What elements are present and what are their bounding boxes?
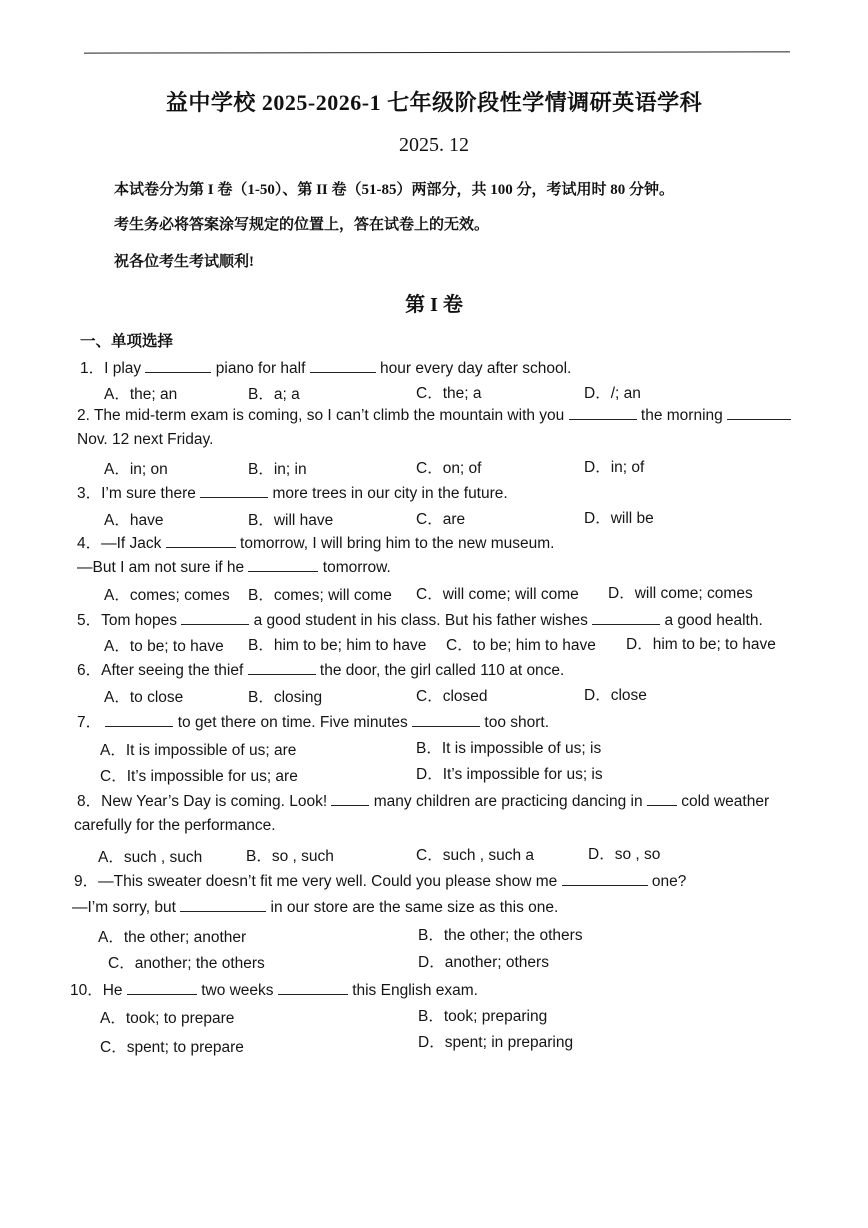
top-rule [84,51,790,53]
option: C．the; a [416,385,482,402]
instruction-1: 本试卷分为第 I 卷（1-50）、第 II 卷（51-85）两部分，共 100 分，考试用时 80 分钟。 [114,182,675,198]
answer-blank [412,712,480,727]
answer-blank [200,483,268,498]
option: A．the other; another [98,929,247,946]
question-9: 9．—This sweater doesn’t fit me very well. Could you please show me one? [74,873,687,890]
option: B．It is impossible of us; is [416,740,602,757]
option: C．to be; him to have [446,637,596,654]
option: B．will have [248,512,334,529]
option: B．in; in [248,461,307,478]
exam-title: 益中学校 2025-2026-1 七年级阶段性学情调研英语学科 [165,90,703,115]
answer-blank [181,610,249,625]
option: A．in; on [104,461,168,478]
option: C．are [416,511,466,528]
option: D．/; an [584,385,641,402]
answer-blank [727,405,791,420]
option: D．so , so [588,846,661,863]
answer-blank [278,980,348,995]
instruction-2: 考生务必将答案涂写规定的位置上，答在试卷上的无效。 [114,217,490,233]
part-heading: 第 I 卷 [405,294,463,316]
option: B．so , such [246,848,334,865]
option: B．him to be; him to have [248,637,427,654]
answer-blank [248,660,316,675]
question-7: 7． to get there on time. Five minutes too short. [77,714,550,731]
option: B．took; preparing [418,1008,548,1025]
option: C．will come; will come [416,586,579,603]
option: C．closed [416,688,488,705]
option: A．It is impossible of us; are [100,742,297,759]
section-heading: 一、单项选择 [80,333,174,350]
option: A．to close [104,689,184,706]
option: A．have [104,512,164,529]
option: D．close [584,687,647,704]
option: D．will be [584,510,654,527]
answer-blank [145,358,211,373]
question-2: 2. The mid-term exam is coming, so I can’t climb the mountain with you the morning [77,405,791,425]
option: B．a; a [248,386,300,403]
question-4-reply: —But I am not sure if he tomorrow. [77,559,391,576]
question-10: 10．He two weeks this English exam. [70,982,478,999]
option: A．such , such [98,849,203,866]
question-1: 1．I play piano for half hour every day after school. [80,360,572,377]
option: A．the; an [104,386,178,403]
answer-blank [569,405,637,420]
answer-blank [310,358,376,373]
answer-blank [331,791,369,806]
instruction-3: 祝各位考生考试顺利! [114,254,254,270]
option: D．him to be; to have [626,636,776,653]
answer-blank [562,871,648,886]
option: B．comes; will come [248,587,392,604]
question-3: 3．I’m sure there more trees in our city in the future. [77,485,508,502]
question-8-cont: carefully for the performance. [74,817,276,834]
option: B．closing [248,689,323,706]
question-5: 5．Tom hopes a good student in his class. But his father wishes a good health. [77,612,763,629]
option: D．another; others [418,954,549,971]
option: C．It’s impossible for us; are [100,768,298,785]
answer-blank [105,712,173,727]
option: A．to be; to have [104,638,224,655]
exam-date: 2025. 12 [399,134,469,156]
question-4: 4．—If Jack tomorrow, I will bring him to the new museum. [77,535,555,552]
option: C．on; of [416,460,482,477]
answer-blank [180,897,266,912]
option: B．the other; the others [418,927,583,944]
option: C．such , such a [416,847,535,864]
answer-blank [127,980,197,995]
option: D．will come; comes [608,585,753,602]
option: D．in; of [584,459,645,476]
question-9-reply: —I’m sorry, but in our store are the same size as this one. [72,899,559,916]
question-8: 8．New Year’s Day is coming. Look! many children are practicing dancing in cold weather [77,793,770,810]
question-2-cont: Nov. 12 next Friday. [77,431,214,448]
option: D．spent; in preparing [418,1034,574,1051]
answer-blank [647,791,677,806]
option: C．spent; to prepare [100,1039,244,1056]
question-6: 6．After seeing the thief the door, the girl called 110 at once. [77,662,565,679]
option: D．It’s impossible for us; is [416,766,603,783]
answer-blank [248,557,318,572]
answer-blank [592,610,660,625]
option: C．another; the others [108,955,265,972]
answer-blank [166,533,236,548]
option: A．took; to prepare [100,1010,235,1027]
option: A．comes; comes [104,587,230,604]
